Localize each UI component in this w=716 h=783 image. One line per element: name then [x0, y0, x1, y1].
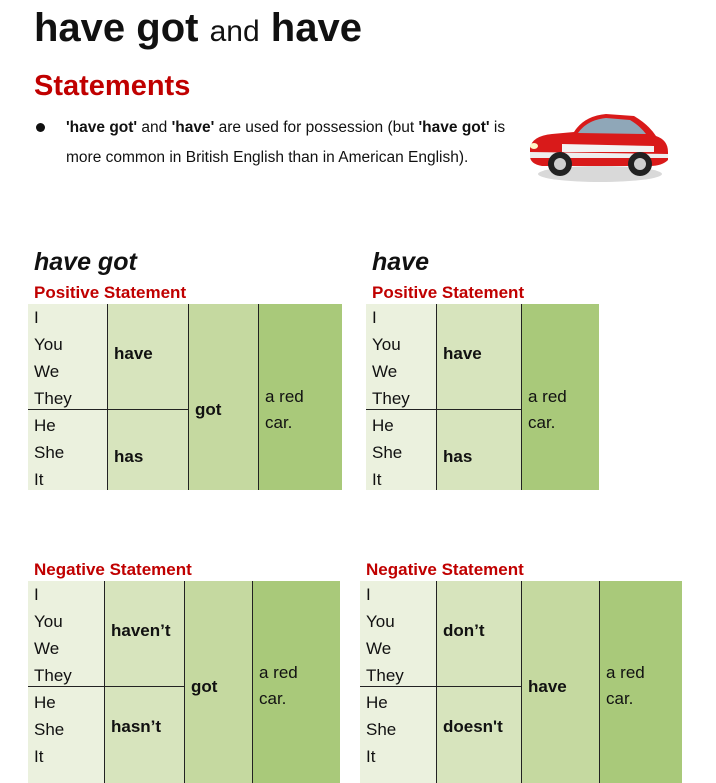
object-a-red: a red — [259, 663, 298, 682]
label-positive-have-got: Positive Statement — [34, 283, 187, 302]
label-negative-have: Negative Statement — [366, 560, 524, 579]
subject-she: She — [372, 443, 403, 462]
verb-have: have — [114, 344, 153, 363]
object-car: car. — [259, 689, 287, 708]
subject-i: I — [372, 308, 377, 327]
verb-cell-bottom — [107, 410, 188, 490]
subject-they: They — [34, 666, 72, 685]
subject-i: I — [34, 585, 39, 604]
verb-have: have — [443, 344, 482, 363]
table-negative-have — [360, 581, 682, 783]
subject-we: We — [372, 362, 398, 381]
verb-cell-bottom — [436, 410, 521, 490]
table-negative-have-got — [28, 581, 340, 783]
bullet-term: 'have got' — [66, 119, 138, 136]
subject-cell-singular — [28, 687, 104, 783]
verb-cell-top — [107, 304, 188, 410]
subject-they: They — [34, 389, 72, 408]
object-a-red: a red — [265, 387, 304, 406]
subject-you: You — [34, 335, 63, 354]
middle-cell — [184, 581, 252, 783]
table-positive-have-got — [28, 304, 342, 490]
red-car-image — [522, 88, 672, 188]
subject-i: I — [34, 308, 39, 327]
section-heading: Statements — [34, 70, 191, 102]
object-car: car. — [606, 689, 634, 708]
subject-cell-plural — [366, 304, 436, 410]
subject-he: He — [34, 693, 56, 712]
object-car: car. — [528, 413, 556, 432]
page-title — [34, 2, 362, 58]
subject-cell-plural — [28, 304, 107, 410]
subject-she: She — [34, 720, 65, 739]
verb-havent: haven’t — [111, 621, 171, 640]
verb-cell-bottom — [436, 687, 521, 783]
subject-she: She — [366, 720, 397, 739]
bullet-text — [66, 113, 506, 173]
subject-he: He — [366, 693, 388, 712]
verb-has: has — [443, 447, 473, 466]
subject-it: It — [34, 747, 44, 766]
subject-i: I — [366, 585, 371, 604]
subject-cell-singular — [366, 410, 436, 490]
subject-cell-plural — [360, 581, 436, 687]
middle-cell — [521, 581, 599, 783]
word-have: have — [528, 677, 567, 696]
word-got: got — [195, 400, 222, 419]
subject-it: It — [366, 747, 376, 766]
subject-he: He — [34, 416, 56, 435]
bullet-icon — [36, 123, 45, 132]
object-cell — [258, 304, 342, 490]
subject-it: It — [34, 470, 44, 489]
subject-he: He — [372, 416, 394, 435]
title-have-got: have got — [34, 6, 199, 50]
subject-they: They — [372, 389, 410, 408]
middle-cell — [188, 304, 258, 490]
bullet-term: 'have' — [171, 119, 215, 136]
object-cell — [521, 304, 599, 490]
bullet-term: 'have got' — [418, 119, 490, 136]
label-positive-have: Positive Statement — [372, 283, 525, 302]
bullet-text-part: is more common in British English than in American English). — [66, 119, 506, 166]
verb-cell-top — [436, 304, 521, 410]
object-a-red: a red — [528, 387, 567, 406]
subject-cell-singular — [360, 687, 436, 783]
subject-they: They — [366, 666, 404, 685]
subject-she: She — [34, 443, 65, 462]
bullet-text-part: are used for possession (but — [214, 119, 419, 136]
verb-dont: don’t — [443, 621, 485, 640]
title-and: and — [209, 15, 260, 48]
verb-cell-bottom — [104, 687, 184, 783]
subject-you: You — [34, 612, 63, 631]
object-a-red: a red — [606, 663, 645, 682]
heading-have-got: have got — [34, 248, 137, 276]
subject-it: It — [372, 470, 382, 489]
title-have: have — [270, 6, 362, 50]
subject-cell-singular — [28, 410, 107, 490]
label-negative-have-got: Negative Statement — [34, 560, 192, 579]
subject-you: You — [366, 612, 395, 631]
verb-doesnt: doesn't — [443, 717, 503, 736]
subject-we: We — [366, 639, 392, 658]
object-cell — [599, 581, 682, 783]
subject-you: You — [372, 335, 401, 354]
verb-cell-top — [436, 581, 521, 687]
table-positive-have — [366, 304, 599, 490]
verb-cell-top — [104, 581, 184, 687]
subject-we: We — [34, 639, 60, 658]
heading-have: have — [372, 248, 429, 276]
object-car: car. — [265, 413, 293, 432]
object-cell — [252, 581, 340, 783]
word-got: got — [191, 677, 218, 696]
bullet-text-part: and — [137, 119, 172, 136]
verb-hasnt: hasn’t — [111, 717, 162, 736]
verb-has: has — [114, 447, 144, 466]
subject-we: We — [34, 362, 60, 381]
subject-cell-plural — [28, 581, 104, 687]
